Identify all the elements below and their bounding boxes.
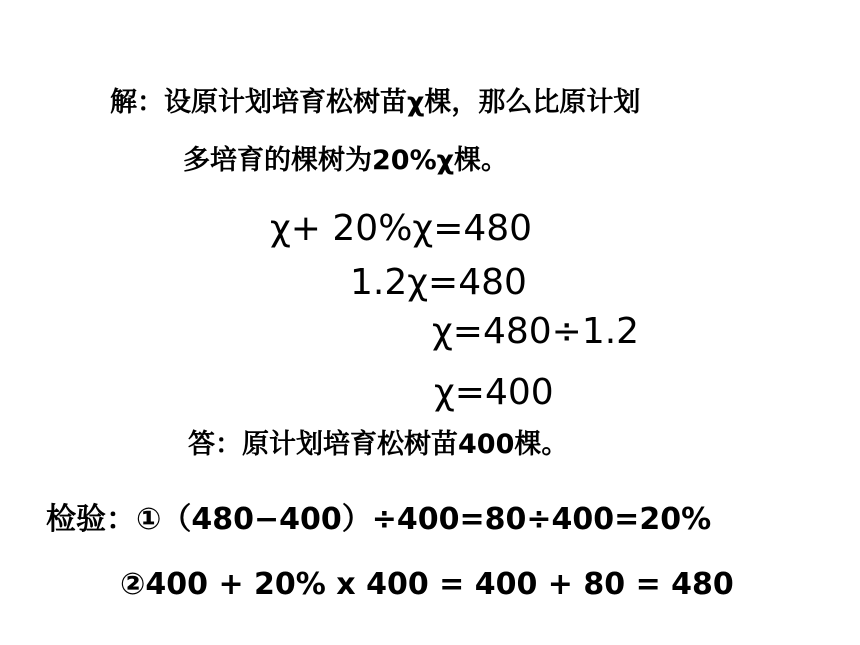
- verification-line-1: 检验：①（480−400）÷400=80÷400=20%: [46, 502, 712, 537]
- equation-2: 1.2χ=480: [350, 262, 527, 303]
- answer-text: 答：原计划培育松树苗400棵。: [188, 429, 569, 460]
- solution-line-2: 多培育的棵树为20%χ棵。: [183, 145, 509, 176]
- equation-1: χ+ 20%χ=480: [270, 208, 533, 249]
- verification-line-2: ②400 + 20% x 400 = 400 + 80 = 480: [120, 567, 734, 602]
- equation-3: χ=480÷1.2: [432, 311, 640, 352]
- solution-line-1: 解：设原计划培育松树苗χ棵，那么比原计划: [110, 87, 641, 118]
- equation-4: χ=400: [434, 372, 554, 413]
